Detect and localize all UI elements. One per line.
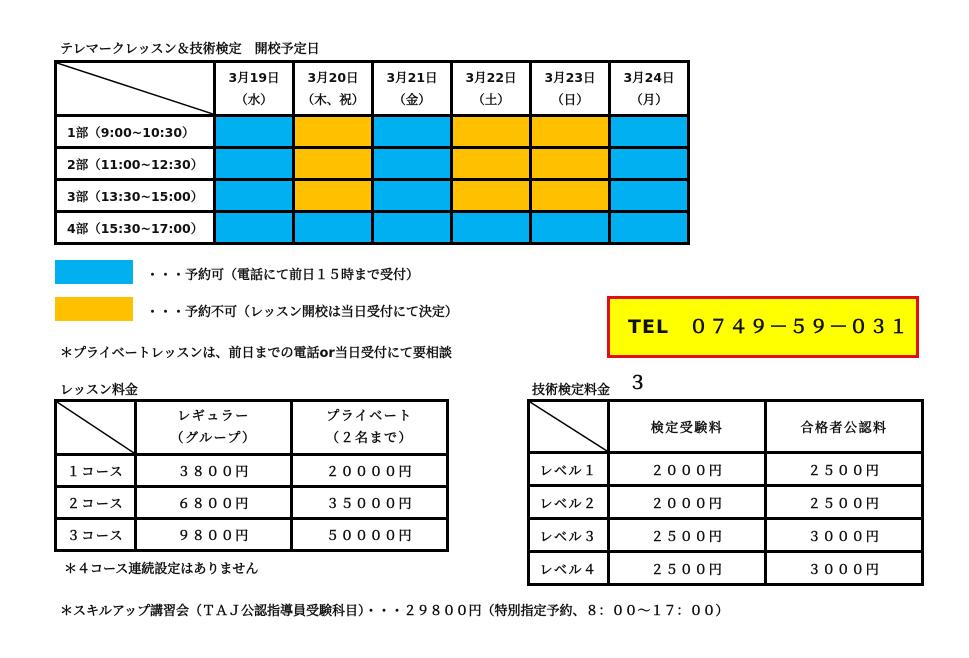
day-date: 3月21日 [386,69,438,85]
exam-price: ２０００円 [609,486,766,519]
slot-cell [373,180,452,212]
day-weekday: （月） [630,91,668,107]
slot-cell [610,116,689,148]
slot-cell [373,116,452,148]
regular-price: ３８００円 [136,455,292,487]
day-header [452,62,531,116]
day-header [215,62,294,116]
exam-price: ２０００円 [609,453,766,486]
lesson-fees-row [56,455,448,487]
course-note: ＊４コース連続設定はありません [64,562,259,577]
day-date: 3月19日 [228,69,280,85]
day-weekday: （木、祝） [301,91,365,107]
regular-header-line2: （グループ） [170,430,257,446]
slot-cell [610,148,689,180]
cert-price: ３０００円 [766,519,923,552]
lesson-fees-corner-cell [56,401,136,455]
session-label: 4部（15:30~17:00） [56,212,215,244]
course-label: ２コース [56,487,136,519]
cert-price: ２５００円 [766,486,923,519]
lesson-fees-table [54,399,449,552]
day-date: 3月22日 [465,69,517,85]
day-date: 3月24日 [623,69,675,85]
level-label: レベル４ [529,552,609,585]
private-lesson-note: ＊プライベートレッスンは、前日までの電話or当日受付にて要相談 [60,346,452,361]
slot-cell [531,212,610,244]
exam-fees-table [527,399,924,586]
page-title: テレマークレッスン＆技術検定 開校予定日 [60,42,320,57]
schedule-table [54,60,690,245]
day-header [531,62,610,116]
lesson-fees-row [56,519,448,551]
legend-unavailable-text: ・・・予約不可（レッスン開校は当日受付にて決定） [146,305,458,320]
exam-fees-row [529,486,923,519]
exam-price: ２５００円 [609,552,766,585]
cert-fee-header: 合格者公認料 [766,401,923,453]
session-label: 2部（11:00~12:30） [56,148,215,180]
day-weekday: （水） [235,91,273,107]
regular-price: ６８００円 [136,487,292,519]
slot-cell [452,116,531,148]
legend-unavailable-swatch [55,297,133,321]
session-row [56,116,689,148]
slot-cell [294,116,373,148]
day-header [373,62,452,116]
slot-cell [531,148,610,180]
private-price: ３５０００円 [292,487,448,519]
legend-available-swatch [55,260,133,284]
slot-cell [294,148,373,180]
lesson-fees-row [56,487,448,519]
slot-cell [452,148,531,180]
private-price: ２００００円 [292,455,448,487]
slot-cell [294,180,373,212]
exam-fee-header: 検定受験料 [609,401,766,453]
lesson-fees-title: レッスン料金 [60,383,138,398]
slot-cell [215,148,294,180]
day-header [294,62,373,116]
course-label: １コース [56,455,136,487]
private-header-line2: （２名まで） [325,430,413,446]
private-header [292,401,448,455]
exam-price: ２５００円 [609,519,766,552]
day-header [610,62,689,116]
regular-price: ９８００円 [136,519,292,551]
slot-cell [610,212,689,244]
cert-price: ２５００円 [766,453,923,486]
session-label: 1部（9:00~10:30） [56,116,215,148]
session-row [56,212,689,244]
day-weekday: （日） [551,91,589,107]
exam-fees-row [529,519,923,552]
course-label: ３コース [56,519,136,551]
exam-fees-row [529,552,923,585]
day-date: 3月23日 [544,69,596,85]
session-row [56,180,689,212]
legend-available-text: ・・・予約可（電話にて前日１５時まで受付） [146,268,420,283]
level-label: レベル３ [529,519,609,552]
slot-cell [294,212,373,244]
exam-fees-row [529,453,923,486]
session-row [56,148,689,180]
regular-header [136,401,292,455]
slot-cell [452,212,531,244]
day-weekday: （土） [472,91,510,107]
private-header-line1: プライベート [326,408,413,424]
level-label: レベル１ [529,453,609,486]
slot-cell [215,180,294,212]
slot-cell [531,116,610,148]
skillup-note: ＊スキルアップ講習会（ＴＡＪ公認指導員受験科目）・・・２９８００円（特別指定予約、８：００～１７：００） [60,604,729,619]
slot-cell [452,180,531,212]
tel-box [607,296,919,394]
slot-cell [610,180,689,212]
lesson-fees-header-row [56,401,448,455]
day-date: 3月20日 [307,69,359,85]
slot-cell [215,116,294,148]
slot-cell [373,212,452,244]
exam-fees-corner-cell [529,401,609,453]
private-price: ５００００円 [292,519,448,551]
exam-fees-title: 技術検定料金 [532,383,611,398]
session-label: 3部（13:30~15:00） [56,180,215,212]
slot-cell [531,180,610,212]
level-label: レベル２ [529,486,609,519]
slot-cell [373,148,452,180]
schedule-header-row [56,62,689,116]
cert-price: ３０００円 [766,552,923,585]
tel-number: TEL ０７４９－５９－０３１３ [628,316,910,394]
day-weekday: （金） [393,91,431,107]
regular-header-line1: レギュラー [177,408,250,424]
schedule-corner-cell [56,62,215,116]
exam-fees-header-row [529,401,923,453]
slot-cell [215,212,294,244]
